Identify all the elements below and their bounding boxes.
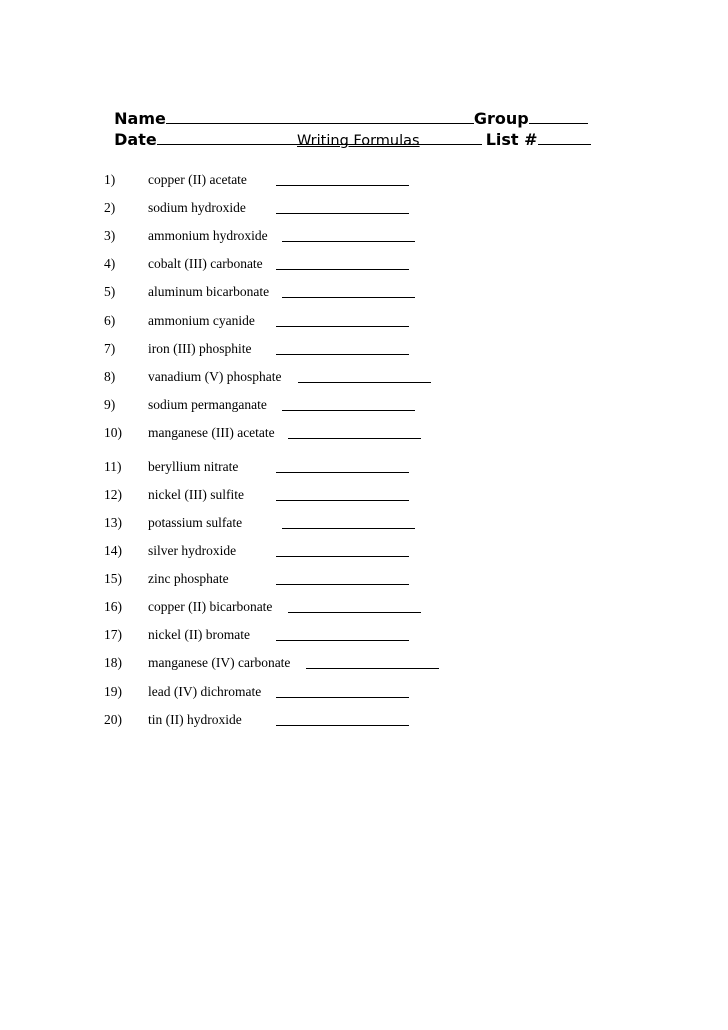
answer-blank[interactable]: [276, 725, 409, 726]
compound-name: manganese (III) acetate: [148, 425, 275, 440]
compound-name: lead (IV) dichromate: [148, 684, 262, 699]
question-number: 16): [104, 599, 122, 614]
question-number: 17): [104, 627, 122, 642]
name-label: Name: [114, 109, 166, 128]
worksheet-title: Writing Formulas: [297, 133, 420, 149]
question-number: 1): [104, 172, 116, 187]
compound-name: sodium permanganate: [148, 397, 267, 412]
compound-name: potassium sulfate: [148, 515, 243, 530]
answer-blank[interactable]: [276, 640, 409, 641]
answer-blank[interactable]: [282, 297, 415, 298]
answer-blank[interactable]: [276, 213, 409, 214]
question-number: 11): [104, 459, 122, 474]
answer-blank[interactable]: [276, 500, 409, 501]
compound-name: sodium hydroxide: [148, 200, 246, 215]
answer-blank[interactable]: [282, 410, 415, 411]
compound-name: tin (II) hydroxide: [148, 712, 242, 727]
list-field[interactable]: [538, 129, 591, 145]
question-number: 8): [104, 369, 116, 384]
compound-name: silver hydroxide: [148, 543, 237, 558]
compound-name: cobalt (III) carbonate: [148, 256, 263, 271]
answer-blank[interactable]: [276, 556, 409, 557]
compound-name: ammonium hydroxide: [148, 228, 268, 243]
compound-name: aluminum bicarbonate: [148, 284, 270, 299]
compound-name: zinc phosphate: [148, 571, 229, 586]
date-label: Date: [114, 130, 157, 149]
question-number: 12): [104, 487, 122, 502]
compound-name: copper (II) acetate: [148, 172, 247, 187]
compound-name: manganese (IV) carbonate: [148, 655, 291, 670]
answer-blank[interactable]: [288, 438, 421, 439]
answer-blank[interactable]: [276, 584, 409, 585]
question-number: 14): [104, 543, 122, 558]
question-number: 2): [104, 200, 116, 215]
answer-blank[interactable]: [282, 241, 415, 242]
answer-blank[interactable]: [288, 612, 421, 613]
compound-name: iron (III) phosphite: [148, 341, 252, 356]
compound-name: nickel (III) sulfite: [148, 487, 244, 502]
compound-name: nickel (II) bromate: [148, 627, 250, 642]
compound-name: vanadium (V) phosphate: [148, 369, 282, 384]
answer-blank[interactable]: [282, 528, 415, 529]
question-number: 18): [104, 655, 122, 670]
compound-name: ammonium cyanide: [148, 313, 255, 328]
answer-blank[interactable]: [276, 354, 409, 355]
answer-blank[interactable]: [276, 269, 409, 270]
question-number: 7): [104, 341, 116, 356]
answer-blank[interactable]: [276, 472, 409, 473]
answer-blank[interactable]: [306, 668, 439, 669]
question-number: 13): [104, 515, 122, 530]
question-number: 6): [104, 313, 116, 328]
question-number: 4): [104, 256, 116, 271]
list-label: List #: [485, 130, 538, 149]
question-number: 5): [104, 284, 116, 299]
answer-blank[interactable]: [298, 382, 431, 383]
question-number: 10): [104, 425, 122, 440]
compound-name: beryllium nitrate: [148, 459, 239, 474]
answer-blank[interactable]: [276, 697, 409, 698]
question-number: 15): [104, 571, 122, 586]
question-number: 9): [104, 397, 116, 412]
group-label: Group: [473, 109, 529, 128]
answer-blank[interactable]: [276, 185, 409, 186]
question-number: 3): [104, 228, 116, 243]
question-number: 20): [104, 712, 122, 727]
question-number: 19): [104, 684, 122, 699]
compound-name: copper (II) bicarbonate: [148, 599, 273, 614]
answer-blank[interactable]: [276, 326, 409, 327]
